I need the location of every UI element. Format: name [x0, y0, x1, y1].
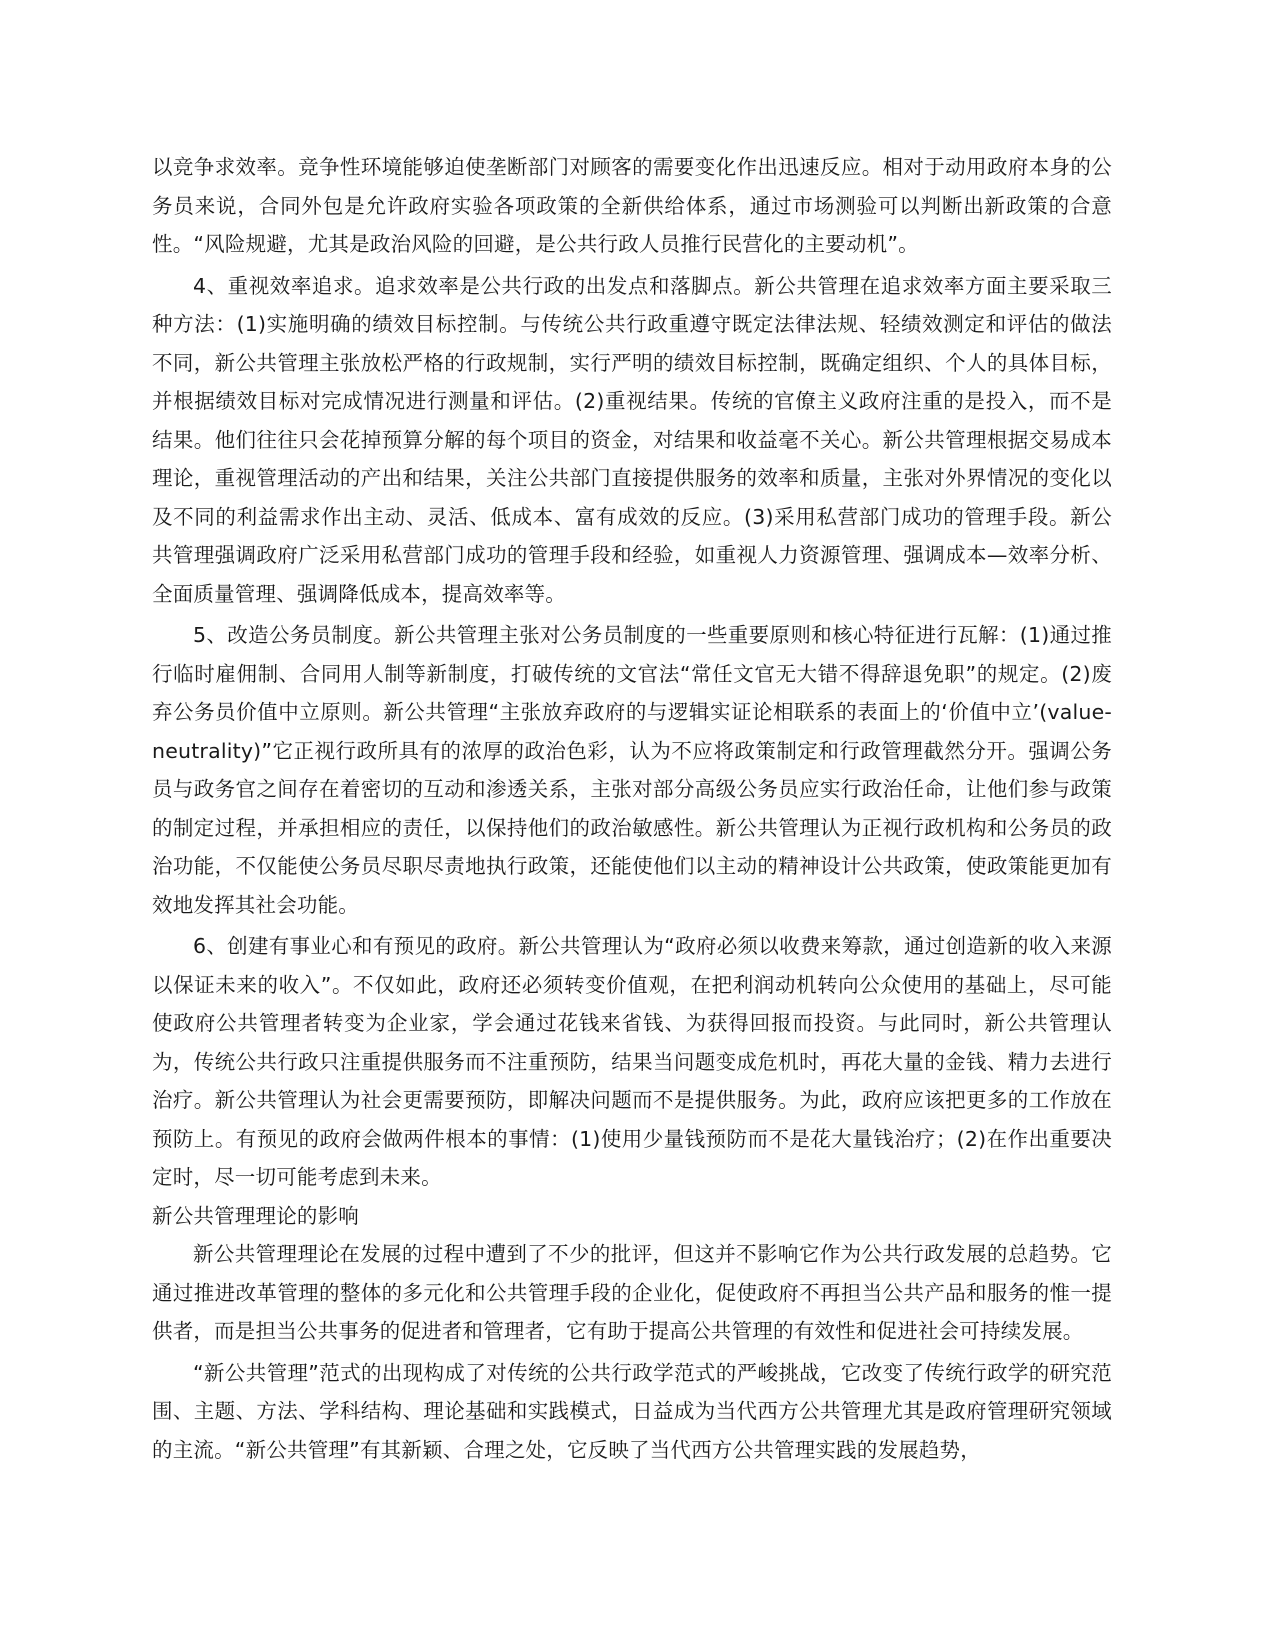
paragraph-enterprising-government: 6、创建有事业心和有预见的政府。新公共管理认为“政府必须以收费来筹款，通过创造新的收入来源以保证未来的收入”。不仅如此，政府还必须转变价值观，在把利润动机转向公众使用的基础上，尽可能使政府公共管理者转变为企业家，学会通过花钱来省钱、为获得回报而投资。与此同时，新公共管理认为，传统公共行政只注重提供服务而不注重预防，结果当问题变成危机时，再花大量的金钱、精力去进行治疗。新公共管理认为社会更需要预防，即解决问题而不是提供服务。为此，政府应该把更多的工作放在预防上。有预见的政府会做两件根本的事情：(1)使用少量钱预防而不是花大量钱治疗；(2)在作出重要决定时，尽一切可能考虑到未来。	[152, 934, 1112, 1189]
paragraph-efficiency-pursuit: 4、重视效率追求。追求效率是公共行政的出发点和落脚点。新公共管理在追求效率方面主要采取三种方法：(1)实施明确的绩效目标控制。与传统公共行政重遵守既定法律法规、轻绩效测定和评估的做法不同，新公共管理主张放松严格的行政规制，实行严明的绩效目标控制，既确定组织、个人的具体目标，并根据绩效目标对完成情况进行测量和评估。(2)重视结果。传统的官僚主义政府注重的是投入，而不是结果。他们往往只会花掉预算分解的每个项目的资金，对结果和收益毫不关心。新公共管理根据交易成本理论，重视管理活动的产出和结果，关注公共部门直接提供服务的效率和质量，主张对外界情况的变化以及不同的利益需求作出主动、灵活、低成本、富有成效的反应。(3)采用私营部门成功的管理手段。新公共管理强调政府广泛采用私营部门成功的管理手段和经验，如重视人力资源管理、强调成本—效率分析、全面质量管理、强调降低成本，提高效率等。	[152, 273, 1112, 606]
paragraph-paradigm-challenge: “新公共管理”范式的出现构成了对传统的公共行政学范式的严峻挑战，它改变了传统行政学的研究范围、主题、方法、学科结构、理论基础和实践模式，日益成为当代西方公共管理尤其是政府管理研究领域的主流。“新公共管理”有其新颖、合理之处，它反映了当代西方公共管理实践的发展趋势，	[152, 1360, 1112, 1462]
section-heading-influence: 新公共管理理论的影响	[152, 1203, 359, 1228]
paragraph-civil-service-reform: 5、改造公务员制度。新公共管理主张对公务员制度的一些重要原则和核心特征进行瓦解：(1)通过推行临时雇佣制、合同用人制等新制度，打破传统的文官法“常任文官无大错不得辞退免职”的规定。(2)废弃公务员价值中立原则。新公共管理“主张放弃政府的与逻辑实证论相联系的表面上的‘价值中立’(value-neutrality)”它正视行政所具有的浓厚的政治色彩，认为不应将政策制定和行政管理截然分开。强调公务员与政务官之间存在着密切的互动和渗透关系，主张对部分高级公务员应实行政治任命，让他们参与政策的制定过程，并承担相应的责任，以保持他们的政治敏感性。新公共管理认为正视行政机构和公务员的政治功能，不仅能使公务员尽职尽责地执行政策，还能使他们以主动的精神设计公共政策，使政策能更加有效地发挥其社会功能。	[152, 623, 1112, 917]
paragraph-influence: 新公共管理理论在发展的过程中遭到了不少的批评，但这并不影响它作为公共行政发展的总趋势。它通过推进改革管理的整体的多元化和公共管理手段的企业化，促使政府不再担当公共产品和服务的惟一提供者，而是担当公共事务的促进者和管理者，它有助于提高公共管理的有效性和促进社会可持续发展。	[152, 1242, 1112, 1343]
paragraph-competition-efficiency: 以竞争求效率。竞争性环境能够迫使垄断部门对顾客的需要变化作出迅速反应。相对于动用政府本身的公务员来说，合同外包是允许政府实验各项政策的全新供给体系，通过市场测验可以判断出新政策的合意性。“风险规避，尤其是政治风险的回避，是公共行政人员推行民营化的主要动机”。	[152, 155, 1112, 256]
document-body	[152, 148, 1112, 1469]
